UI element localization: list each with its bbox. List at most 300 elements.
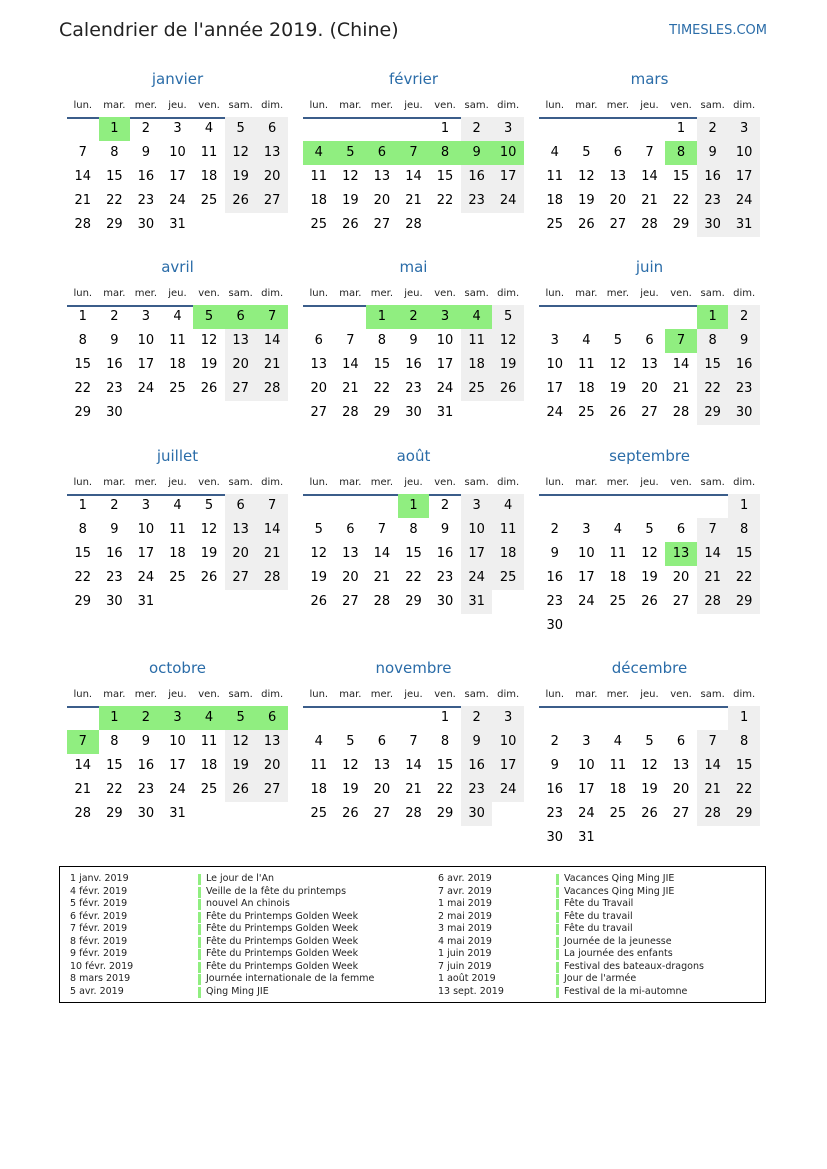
weekday-header: dim.: [733, 477, 756, 488]
weekday-header: mer.: [370, 288, 394, 299]
day-cell: 8: [110, 145, 119, 160]
day-cell: 17: [436, 357, 454, 372]
day-cell: 3: [492, 706, 524, 730]
day-cell: 12: [578, 169, 595, 184]
day-cell: 25: [609, 806, 627, 821]
legend-marker: [198, 974, 201, 985]
day-cell: 16: [137, 758, 155, 773]
weekday-header: ven.: [434, 689, 456, 700]
day-cell: 18: [310, 782, 328, 797]
weekday-header: sam.: [228, 477, 253, 488]
legend-holiday-name: Le jour de l'An: [206, 873, 275, 884]
weekday-header: lun.: [73, 100, 93, 111]
day-cell: 3: [461, 494, 493, 518]
day-cell: 30: [405, 405, 422, 420]
legend-date: 6 févr. 2019: [70, 910, 128, 922]
day-cell: 4: [582, 333, 591, 348]
day-cell: 16: [137, 169, 155, 184]
legend-holiday-name: Qing Ming JIE: [206, 985, 269, 997]
legend-marker: [556, 962, 559, 973]
day-cell: 28: [342, 405, 359, 420]
weekday-header: lun.: [73, 477, 93, 488]
day-cell: 19: [342, 193, 359, 208]
day-cell: 14: [697, 754, 729, 778]
weekday-header: sam.: [700, 100, 725, 111]
day-cell: 22: [436, 782, 454, 797]
day-cell: 10: [492, 141, 524, 165]
day-cell: 14: [342, 357, 359, 372]
weekday-header: mer.: [370, 689, 394, 700]
day-cell: 8: [728, 518, 760, 542]
day-cell: 19: [578, 193, 595, 208]
day-cell: 9: [141, 734, 151, 749]
month-name: novembre: [375, 659, 452, 677]
weekday-header: ven.: [198, 477, 220, 488]
day-cell: 2: [110, 498, 119, 513]
day-cell: 27: [672, 806, 690, 821]
day-cell: 1: [99, 117, 131, 141]
day-cell: 6: [346, 522, 355, 537]
day-cell: 26: [609, 405, 627, 420]
day-cell: 4: [492, 494, 524, 518]
weekday-header: jeu.: [640, 288, 659, 299]
day-cell: 16: [697, 165, 729, 189]
day-cell: 28: [641, 217, 658, 232]
day-cell: 20: [225, 542, 257, 566]
day-cell: 16: [461, 754, 493, 778]
day-cell: 24: [137, 570, 155, 585]
day-cell: 30: [697, 213, 729, 237]
weekday-header: jeu.: [404, 288, 423, 299]
weekday-header: jeu.: [168, 100, 187, 111]
brand-link[interactable]: TIMESLES.COM: [669, 23, 767, 38]
day-cell: 11: [310, 758, 328, 773]
day-cell: 2: [697, 117, 729, 141]
day-cell: 21: [256, 542, 288, 566]
weekday-header: mer.: [134, 689, 158, 700]
legend-date: 4 mai 2019: [438, 935, 492, 947]
legend-marker: [556, 874, 559, 885]
day-cell: 13: [373, 758, 391, 773]
day-cell: 5: [335, 141, 367, 165]
day-cell: 18: [578, 381, 595, 396]
day-cell: 1: [99, 706, 131, 730]
day-cell: 27: [373, 806, 391, 821]
day-cell: 13: [373, 169, 391, 184]
day-cell: 5: [204, 498, 214, 513]
day-cell: 14: [672, 357, 690, 372]
day-cell: 5: [582, 145, 591, 160]
weekday-header: ven.: [670, 288, 692, 299]
day-cell: 11: [578, 357, 595, 372]
legend-marker: [198, 874, 201, 885]
day-cell: 27: [256, 189, 288, 213]
day-cell: 29: [672, 217, 690, 232]
legend-holiday-name: Fête du Printemps Golden Week: [206, 960, 359, 972]
weekday-header: ven.: [670, 477, 692, 488]
legend-holiday-name: Veille de la fête du printemps: [206, 885, 347, 897]
day-cell: 26: [641, 594, 658, 609]
day-cell: 2: [440, 498, 450, 513]
legend-holiday-name: Fête du Printemps Golden Week: [206, 935, 359, 947]
day-cell: 16: [461, 165, 493, 189]
day-cell: 22: [728, 778, 760, 802]
day-cell: 16: [546, 570, 564, 585]
day-cell: 7: [409, 734, 418, 749]
day-cell: 5: [492, 305, 524, 329]
day-cell: 20: [310, 381, 328, 396]
day-cell: 11: [169, 522, 186, 537]
header-rule: [539, 706, 760, 708]
day-cell: 24: [546, 405, 564, 420]
day-cell: 27: [373, 217, 391, 232]
day-cell: 17: [169, 169, 186, 184]
day-cell: 2: [110, 309, 119, 324]
day-cell: 29: [728, 802, 760, 826]
day-cell: 18: [310, 193, 328, 208]
weekday-header: jeu.: [168, 477, 187, 488]
day-cell: 14: [405, 758, 422, 773]
weekday-header: dim.: [733, 689, 756, 700]
day-cell: 22: [728, 566, 760, 590]
weekday-header: dim.: [497, 689, 520, 700]
day-cell: 7: [67, 730, 99, 754]
legend-date: 7 févr. 2019: [70, 923, 128, 934]
day-cell: 3: [141, 498, 151, 513]
day-cell: 22: [672, 193, 690, 208]
weekday-header: mar.: [103, 689, 126, 700]
legend-date: 5 avr. 2019: [70, 985, 124, 997]
weekday-header: jeu.: [404, 100, 423, 111]
day-cell: 17: [461, 542, 493, 566]
day-cell: 20: [672, 782, 690, 797]
weekday-header: lun.: [545, 477, 565, 488]
day-cell: 23: [546, 594, 564, 609]
day-cell: 19: [225, 165, 257, 189]
day-cell: 20: [373, 782, 391, 797]
day-cell: 22: [74, 381, 92, 396]
day-cell: 15: [436, 758, 454, 773]
legend-marker: [198, 937, 201, 948]
day-cell: 1: [78, 498, 87, 513]
day-cell: 27: [256, 778, 288, 802]
day-cell: 26: [225, 189, 257, 213]
day-cell: 25: [169, 570, 186, 585]
day-cell: 17: [492, 165, 524, 189]
day-cell: 24: [436, 381, 454, 396]
day-cell: 13: [225, 329, 257, 353]
day-cell: 26: [200, 381, 218, 396]
day-cell: 5: [645, 522, 654, 537]
day-cell: 12: [342, 169, 359, 184]
month-name: décembre: [611, 659, 688, 677]
day-cell: 1: [676, 121, 686, 136]
weekday-header: jeu.: [640, 477, 659, 488]
day-cell: 10: [169, 734, 186, 749]
day-cell: 23: [461, 189, 493, 213]
day-cell: 6: [256, 706, 288, 730]
day-cell: 24: [169, 193, 186, 208]
day-cell: 12: [200, 522, 218, 537]
day-cell: 29: [74, 594, 92, 609]
weekday-header: dim.: [261, 100, 284, 111]
legend-date: 1 juin 2019: [438, 948, 492, 959]
day-cell: 28: [697, 802, 729, 826]
day-cell: 1: [728, 494, 760, 518]
day-cell: 24: [578, 806, 595, 821]
legend-date: 13 sept. 2019: [438, 985, 504, 997]
weekday-header: ven.: [670, 689, 692, 700]
day-cell: 27: [342, 594, 359, 609]
weekday-header: sam.: [464, 288, 489, 299]
legend-date: 2 mai 2019: [438, 910, 492, 922]
day-cell: 18: [169, 357, 186, 372]
day-cell: 7: [256, 494, 288, 518]
day-cell: 20: [672, 570, 690, 585]
weekday-header: jeu.: [168, 288, 187, 299]
day-cell: 17: [578, 570, 595, 585]
day-cell: 23: [106, 381, 123, 396]
day-cell: 7: [256, 305, 288, 329]
day-cell: 27: [609, 217, 627, 232]
day-cell: 14: [373, 546, 391, 561]
day-cell: 8: [440, 734, 450, 749]
day-cell: 24: [169, 782, 186, 797]
day-cell: 3: [162, 706, 194, 730]
day-cell: 10: [137, 333, 155, 348]
day-cell: 15: [405, 546, 422, 561]
day-cell: 10: [137, 522, 155, 537]
day-cell: 24: [492, 778, 524, 802]
day-cell: 8: [377, 333, 387, 348]
day-cell: 3: [550, 333, 559, 348]
day-cell: 6: [613, 145, 623, 160]
day-cell: 21: [74, 193, 92, 208]
day-cell: 17: [492, 754, 524, 778]
day-cell: 17: [728, 165, 760, 189]
day-cell: 12: [492, 329, 524, 353]
weekday-header: sam.: [464, 477, 489, 488]
weekday-header: lun.: [545, 689, 565, 700]
day-cell: 15: [436, 169, 454, 184]
weekday-header: mer.: [606, 100, 630, 111]
day-cell: 19: [492, 353, 524, 377]
day-cell: 31: [728, 213, 760, 237]
weekday-header: mar.: [575, 288, 598, 299]
day-cell: 11: [169, 333, 186, 348]
day-cell: 12: [342, 758, 359, 773]
weekday-header: dim.: [497, 100, 520, 111]
day-cell: 28: [74, 217, 92, 232]
day-cell: 12: [200, 333, 218, 348]
weekday-header: jeu.: [404, 477, 423, 488]
day-cell: 8: [728, 730, 760, 754]
day-cell: 3: [492, 117, 524, 141]
day-cell: 14: [641, 169, 658, 184]
day-cell: 14: [405, 169, 422, 184]
day-cell: 21: [342, 381, 359, 396]
legend-marker: [556, 987, 559, 998]
day-cell: 15: [74, 357, 92, 372]
day-cell: 8: [429, 141, 461, 165]
month-name: janvier: [151, 70, 204, 88]
day-cell: 6: [676, 734, 686, 749]
legend-marker: [556, 924, 559, 935]
day-cell: 29: [74, 405, 92, 420]
day-cell: 24: [461, 566, 493, 590]
day-cell: 17: [137, 546, 155, 561]
day-cell: 18: [200, 169, 218, 184]
weekday-header: jeu.: [640, 100, 659, 111]
legend-holiday-name: Fête du Printemps Golden Week: [206, 923, 359, 934]
day-cell: 19: [641, 782, 658, 797]
day-cell: 26: [225, 778, 257, 802]
weekday-header: sam.: [464, 100, 489, 111]
day-cell: 12: [225, 730, 257, 754]
day-cell: 25: [169, 381, 186, 396]
legend-marker: [556, 912, 559, 923]
weekday-header: ven.: [670, 100, 692, 111]
day-cell: 21: [697, 566, 729, 590]
day-cell: 7: [78, 145, 87, 160]
day-cell: 9: [697, 141, 729, 165]
day-cell: 23: [137, 193, 155, 208]
holiday-legend: [59, 866, 766, 1003]
legend-holiday-name: nouvel An chinois: [206, 898, 290, 909]
legend-marker: [556, 974, 559, 985]
day-cell: 12: [609, 357, 627, 372]
weekday-header: mar.: [103, 288, 126, 299]
day-cell: 8: [697, 329, 729, 353]
day-cell: 23: [546, 806, 564, 821]
day-cell: 13: [256, 141, 288, 165]
weekday-header: mar.: [339, 288, 362, 299]
legend-holiday-name: Vacances Qing Ming JIE: [564, 885, 675, 897]
day-cell: 19: [200, 357, 218, 372]
day-cell: 30: [436, 594, 454, 609]
day-cell: 18: [609, 782, 627, 797]
legend-date: 9 févr. 2019: [70, 948, 128, 959]
legend-holiday-name: Fête du travail: [564, 910, 633, 922]
legend-date: 10 févr. 2019: [70, 960, 134, 972]
day-cell: 11: [492, 518, 524, 542]
day-cell: 16: [436, 546, 454, 561]
day-cell: 6: [225, 494, 257, 518]
day-cell: 14: [74, 758, 92, 773]
day-cell: 6: [377, 734, 387, 749]
day-cell: 22: [74, 570, 92, 585]
day-cell: 11: [609, 546, 627, 561]
day-cell: 27: [672, 594, 690, 609]
day-cell: 21: [672, 381, 690, 396]
day-cell: 5: [225, 117, 257, 141]
day-cell: 1: [398, 494, 430, 518]
day-cell: 30: [106, 405, 123, 420]
weekday-header: sam.: [464, 689, 489, 700]
weekday-header: ven.: [434, 477, 456, 488]
legend-date: 8 mars 2019: [70, 973, 131, 984]
day-cell: 8: [110, 734, 119, 749]
day-cell: 23: [461, 778, 493, 802]
day-cell: 22: [405, 570, 422, 585]
weekday-header: mer.: [606, 477, 630, 488]
month-name: octobre: [148, 659, 207, 677]
weekday-header: mer.: [606, 689, 630, 700]
day-cell: 5: [346, 734, 355, 749]
day-cell: 20: [609, 193, 627, 208]
weekday-header: mar.: [339, 689, 362, 700]
weekday-header: lun.: [73, 689, 93, 700]
month-name: août: [396, 447, 431, 465]
legend-date: 6 avr. 2019: [438, 873, 492, 884]
legend-holiday-name: Jour de l'armée: [564, 973, 637, 984]
day-cell: 8: [78, 333, 87, 348]
day-cell: 11: [200, 145, 218, 160]
weekday-header: dim.: [261, 689, 284, 700]
day-cell: 20: [342, 570, 359, 585]
day-cell: 11: [461, 329, 493, 353]
day-cell: 30: [546, 830, 564, 845]
day-cell: 18: [546, 193, 564, 208]
day-cell: 18: [492, 542, 524, 566]
weekday-header: lun.: [309, 100, 329, 111]
day-cell: 9: [110, 522, 119, 537]
day-cell: 5: [225, 706, 257, 730]
day-cell: 28: [373, 594, 391, 609]
day-cell: 16: [405, 357, 422, 372]
weekday-header: jeu.: [168, 689, 187, 700]
weekday-header: lun.: [309, 288, 329, 299]
day-cell: 10: [578, 546, 595, 561]
weekday-header: lun.: [309, 689, 329, 700]
day-cell: 25: [546, 217, 564, 232]
day-cell: 28: [405, 806, 422, 821]
weekday-header: sam.: [228, 689, 253, 700]
day-cell: 13: [256, 730, 288, 754]
day-cell: 24: [578, 594, 595, 609]
weekday-header: mar.: [575, 477, 598, 488]
day-cell: 5: [613, 333, 623, 348]
day-cell: 4: [314, 734, 323, 749]
legend-date: 7 avr. 2019: [438, 885, 492, 897]
day-cell: 28: [256, 377, 288, 401]
day-cell: 7: [398, 141, 430, 165]
weekday-header: lun.: [73, 288, 93, 299]
weekday-header: sam.: [228, 100, 253, 111]
day-cell: 21: [405, 193, 422, 208]
day-cell: 25: [609, 594, 627, 609]
weekday-header: mer.: [370, 477, 394, 488]
day-cell: 31: [461, 590, 493, 614]
day-cell: 10: [461, 518, 493, 542]
day-cell: 4: [303, 141, 335, 165]
day-cell: 1: [440, 710, 450, 725]
weekday-header: mar.: [339, 100, 362, 111]
day-cell: 25: [461, 377, 493, 401]
day-cell: 13: [342, 546, 359, 561]
day-cell: 30: [106, 594, 123, 609]
day-cell: 22: [697, 377, 729, 401]
day-cell: 10: [546, 357, 564, 372]
day-cell: 9: [461, 730, 493, 754]
month-name: mai: [399, 258, 428, 276]
day-cell: 19: [609, 381, 627, 396]
day-cell: 12: [310, 546, 328, 561]
legend-marker: [198, 887, 201, 898]
day-cell: 9: [141, 145, 151, 160]
day-cell: 29: [106, 217, 123, 232]
day-cell: 31: [169, 217, 186, 232]
